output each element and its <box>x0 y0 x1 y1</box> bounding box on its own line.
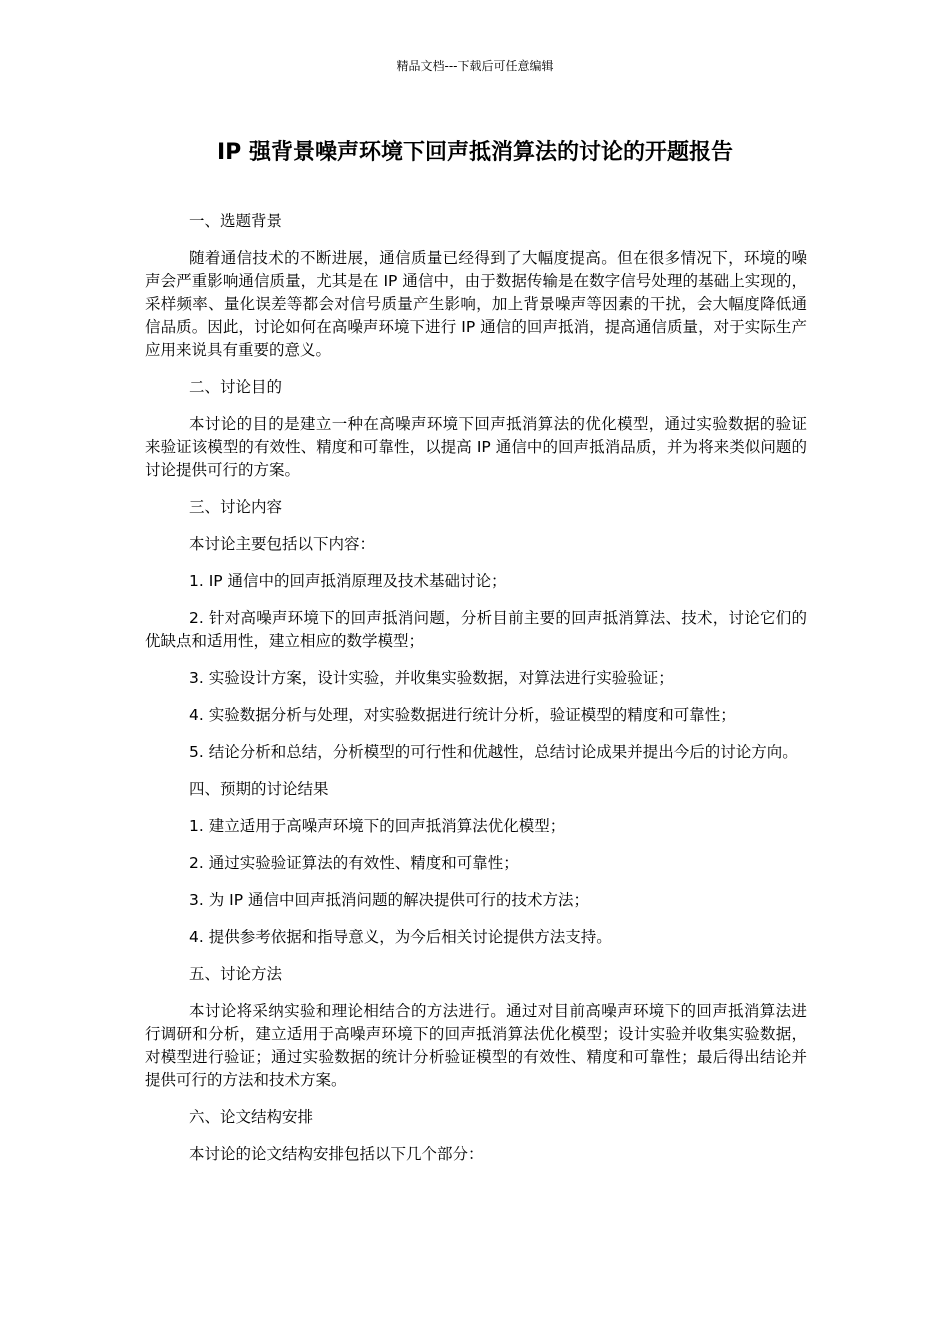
section-heading-expected-results: 四、预期的讨论结果 <box>189 780 329 798</box>
page-header: 精品文档---下载后可任意编辑 <box>396 59 554 73</box>
list-item: 1. IP 通信中的回声抵消原理及技术基础讨论； <box>189 572 507 590</box>
section-heading-structure: 六、论文结构安排 <box>189 1108 314 1126</box>
paragraph-purpose: 本讨论的目的是建立一种在高噪声环境下回声抵消算法的优化模型，通过实验数据的验证来验证该模型的有效性、精度和可靠性，以提高 IP 通信中的回声抵消品质，并为将来类似问题的讨论提供可行的方案。 <box>145 415 807 479</box>
paragraph-background: 随着通信技术的不断进展，通信质量已经得到了大幅度提高。但在很多情况下，环境的噪声会严重影响通信质量，尤其是在 IP 通信中，由于数据传输是在数字信号处理的基础上实现的，采样频率、量化误差等都会对信号质量产生影响，加上背景噪声等因素的干扰，会大幅度降低通信品质。因此，讨论如何在高噪声环境下进行 IP 通信的回声抵消，提高通信质量，对于实际生产应用来说具有重要的意义。 <box>145 249 807 359</box>
list-item: 2. 通过实验验证算法的有效性、精度和可靠性； <box>189 854 519 872</box>
list-item: 1. 建立适用于高噪声环境下的回声抵消算法优化模型； <box>189 817 566 835</box>
paragraph-structure-intro: 本讨论的论文结构安排包括以下几个部分： <box>189 1145 484 1163</box>
list-item: 3. 实验设计方案，设计实验，并收集实验数据，对算法进行实验验证； <box>189 669 674 687</box>
paragraph-content-intro: 本讨论主要包括以下内容： <box>189 535 376 553</box>
section-heading-purpose: 二、讨论目的 <box>189 378 283 396</box>
list-item: 5. 结论分析和总结，分析模型的可行性和优越性，总结讨论成果并提出今后的讨论方向。 <box>189 743 798 761</box>
list-item: 2. 针对高噪声环境下的回声抵消问题，分析目前主要的回声抵消算法、技术，讨论它们的优缺点和适用性，建立相应的数学模型； <box>145 609 807 650</box>
document-title: IP 强背景噪声环境下回声抵消算法的讨论的开题报告 <box>217 140 733 165</box>
list-item: 3. 为 IP 通信中回声抵消问题的解决提供可行的技术方法； <box>189 891 589 909</box>
list-item: 4. 提供参考依据和指导意义，为今后相关讨论提供方法支持。 <box>189 928 612 946</box>
section-heading-content: 三、讨论内容 <box>189 498 283 516</box>
section-heading-method: 五、讨论方法 <box>189 965 283 983</box>
section-heading-background: 一、选题背景 <box>189 212 283 230</box>
document-body <box>145 210 807 1180</box>
list-item: 4. 实验数据分析与处理，对实验数据进行统计分析，验证模型的精度和可靠性； <box>189 706 736 724</box>
paragraph-method: 本讨论将采纳实验和理论相结合的方法进行。通过对目前高噪声环境下的回声抵消算法进行调研和分析，建立适用于高噪声环境下的回声抵消算法优化模型；设计实验并收集实验数据，对模型进行验证；通过实验数据的统计分析验证模型的有效性、精度和可靠性；最后得出结论并提供可行的方法和技术方案。 <box>145 1002 807 1089</box>
